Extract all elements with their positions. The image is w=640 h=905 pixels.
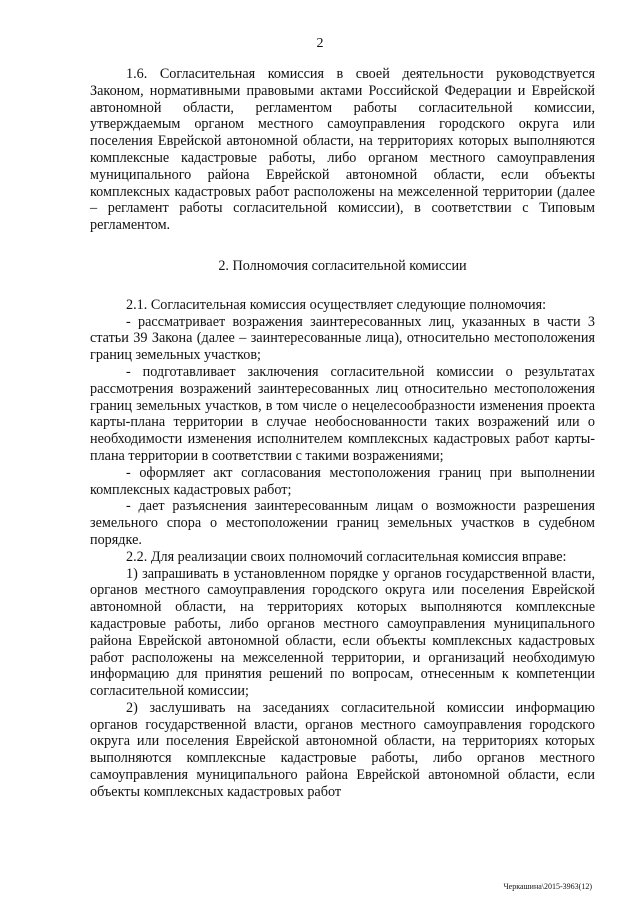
list-item-prepare-conclusions: - подготавливает заключения согласительной комиссии о результатах рассмотрения возражений заинтересованных лиц относительно местоположения границ земельных участков, в том числе о нецелесообразности изменения проекта карты-плана территории в случае необоснованности таких возражений или о необходимости изменения исполнителем комплексных кадастровых работ карты-плана территории в соответствии с такими возражениями; (90, 363, 595, 464)
page-number: 2 (316, 36, 324, 51)
paragraph-2-2: 2.2. Для реализации своих полномочий согласительная комиссия вправе: (126, 548, 567, 565)
list-item-request-information: 1) запрашивать в установленном порядке у органов государственной власти, органов местного самоуправления городского округа или поселения Еврейской автономной области, на территориях которых выполняются комплексные кадастровые работы, либо органов местного самоуправления муниципального района Еврейской автономной области, если объекты комплексных кадастровых работ расположены на межселенной территории, и организаций необходимую информацию для принятия решений по вопросам, отнесенным к компетенции согласительной комиссии; (90, 565, 595, 700)
list-item-hear-information: 2) заслушивать на заседаниях согласительной комиссии информацию органов государственной власти, органов местного самоуправления городского округа или поселения Еврейской автономной области, на территориях которых выполняются комплексные кадастровые работы, либо органов местного самоуправления муниципального района Еврейской автономной области, если объекты комплексных кадастровых работ (90, 699, 595, 800)
paragraph-2-1: 2.1. Согласительная комиссия осуществляет следующие полномочия: (126, 296, 547, 313)
paragraph-1-6: 1.6. Согласительная комиссия в своей деятельности руководствуется Законом, нормативными правовыми актами Российской Федерации и Еврейской автономной области, регламентом работы согласительной комиссии, утверждаемым органом местного самоуправления городского округа или поселения Еврейской автономной области, на территориях которых выполняются комплексные кадастровые работы, либо органом местного самоуправления муниципального района Еврейской автономной области, если объекты комплексных кадастровых работ расположены на межселенной территории (далее – регламент работы согласительной комиссии), в соответствии с Типовым регламентом. (90, 66, 595, 234)
list-item-review-objections: - рассматривает возражения заинтересованных лиц, указанных в части 3 статьи 39 Закона (далее – заинтересованные лица), относительно местоположения границ земельных участков; (90, 313, 595, 364)
document-body (90, 66, 595, 801)
section-heading: 2. Полномочия согласительной комиссии (218, 257, 467, 274)
list-item-explanations: - дает разъяснения заинтересованным лицам о возможности разрешения земельного спора о местоположении границ земельных участков в судебном порядке. (90, 498, 595, 548)
list-item-approval-act: - оформляет акт согласования местоположения границ при выполнении комплексных кадастровых работ; (90, 464, 595, 498)
document-code: Черкашина\2015-3963(12) (503, 882, 592, 891)
